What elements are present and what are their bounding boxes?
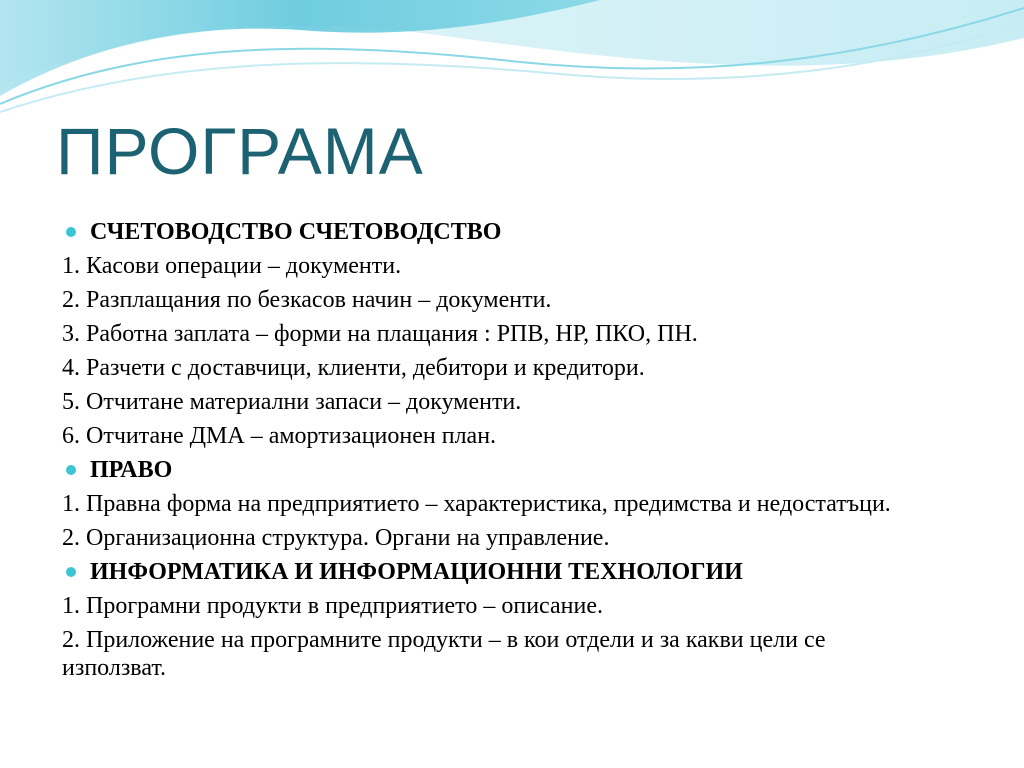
list-item: 6. Отчитане ДМА – амортизационен план. [62, 423, 497, 449]
section-heading [60, 218, 960, 246]
section-heading [60, 456, 960, 484]
section-accounting [60, 218, 960, 450]
section-heading-text: СЧЕТОВОДСТВО СЧЕТОВОДСТВО [90, 219, 502, 245]
bullet-icon [66, 227, 76, 237]
list-item: 2. Приложение на програмните продукти – в кои отдели и за какви цели се използват. [62, 627, 826, 681]
list-item: 2. Разплащания по безкасов начин – документи. [62, 287, 552, 313]
list-item: 1. Правна форма на предприятието – характеристика, предимства и недостатъци. [62, 491, 891, 517]
list-item: 1. Касови операции – документи. [62, 253, 402, 279]
program-content [60, 216, 960, 688]
bullet-icon [66, 465, 76, 475]
section-heading [60, 558, 960, 586]
section-heading-text: ПРАВО [90, 457, 173, 483]
list-item: 2. Организационна структура. Органи на управление. [62, 525, 610, 551]
decorative-wave-header [0, 0, 1024, 130]
list-item: 3. Работна заплата – форми на плащания : РПВ, НР, ПКО, ПН. [62, 321, 698, 347]
list-item: 4. Разчети с доставчици, клиенти, дебитори и кредитори. [62, 355, 645, 381]
bullet-icon [66, 567, 76, 577]
section-heading-text: ИНФОРМАТИКА И ИНФОРМАЦИОННИ ТЕХНОЛОГИИ [90, 559, 743, 585]
section-informatics [60, 558, 960, 682]
section-law [60, 456, 960, 552]
list-item: 5. Отчитане материални запаси – документи. [62, 389, 522, 415]
list-item: 1. Програмни продукти в предприятието – описание. [62, 593, 603, 619]
page-title: ПРОГРАМА [56, 114, 424, 188]
